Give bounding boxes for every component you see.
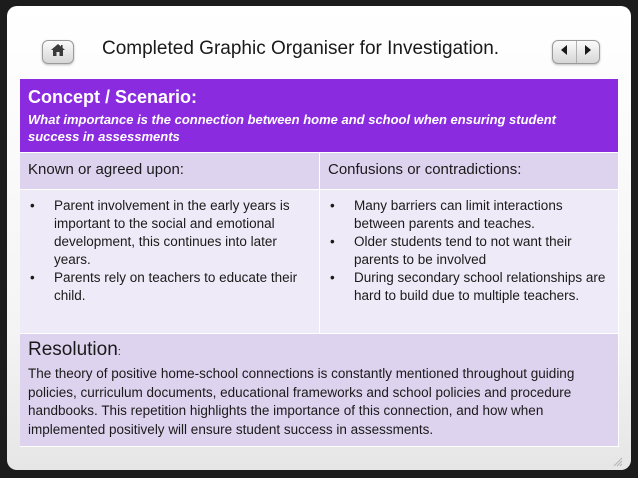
slide-navigation [552, 40, 600, 64]
list-item: • Parent involvement in the early years is important to the social and emotional development, this continues into later years. [28, 197, 311, 269]
graphic-organiser-table [20, 79, 619, 447]
concept-cell [20, 79, 619, 153]
resize-grip-icon [613, 454, 623, 464]
triangle-right-icon [583, 43, 593, 61]
confusions-list [328, 197, 610, 305]
resolution-heading-line [28, 338, 610, 364]
list-item: • Many barriers can limit interactions between parents and teaches. [328, 197, 610, 233]
slide [7, 6, 631, 470]
resolution-text: The theory of positive home-school connections is constantly mentioned throughout guiding policies, curriculum documents, educational frameworks and school policies and procedure handbooks. This repetition highlights the importance of this connection, and how when implemented positively will ensure student success in assessments. [28, 366, 575, 437]
known-list [28, 197, 311, 305]
list-item: • Parents rely on teachers to educate their child. [28, 269, 311, 305]
page-title: Completed Graphic Organiser for Investigation. [102, 38, 500, 59]
home-icon [50, 43, 66, 62]
triangle-left-icon [559, 43, 569, 61]
known-header: Known or agreed upon: [20, 153, 320, 190]
confusions-cell [320, 190, 619, 334]
known-cell [20, 190, 320, 334]
resolution-cell [20, 334, 619, 447]
list-item: • During secondary school relationships are hard to build due to multiple teachers. [328, 269, 610, 305]
previous-slide-button[interactable] [553, 41, 576, 63]
resolution-colon: : [117, 346, 121, 358]
resolution-heading: Resolution [28, 339, 118, 360]
confusions-header: Confusions or contradictions: [320, 153, 619, 190]
list-item: • Older students tend to not want their parents to be involved [328, 233, 610, 269]
home-button[interactable] [42, 40, 74, 64]
next-slide-button[interactable] [576, 41, 600, 63]
concept-question: What importance is the connection between home and school when ensuring student success in assessments [28, 112, 556, 144]
concept-heading: Concept / Scenario: [28, 87, 198, 107]
